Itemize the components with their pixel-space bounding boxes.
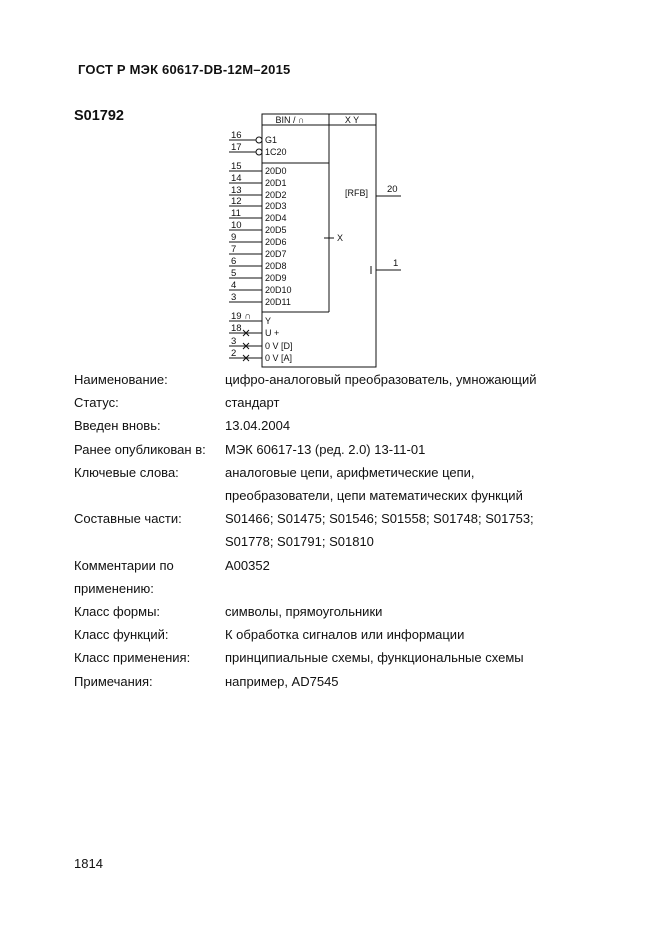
pin-label: 20D11 xyxy=(265,297,291,307)
property-key xyxy=(74,530,225,553)
property-row xyxy=(74,507,594,530)
pin-label: 20D3 xyxy=(265,201,287,211)
pin-label: 20D8 xyxy=(265,261,287,271)
pin-label: 20D5 xyxy=(265,225,287,235)
pin-number: 2 xyxy=(231,348,237,359)
property-key: Введен вновь: xyxy=(74,418,161,434)
property-row xyxy=(74,368,594,391)
pin-label: 20D2 xyxy=(265,190,287,200)
property-value xyxy=(225,577,594,600)
input-pin xyxy=(229,336,293,351)
pin-number: 10 xyxy=(231,220,242,231)
block-right-title: X Y xyxy=(344,115,360,125)
property-row xyxy=(74,391,594,414)
property-row xyxy=(74,530,594,553)
property-value: К обработка сигналов или информации xyxy=(225,627,465,643)
negation-circle xyxy=(256,137,262,143)
pin-number: 19 ∩ xyxy=(231,311,252,322)
out-pin: 1 xyxy=(393,258,399,269)
property-value: стандарт xyxy=(225,395,280,411)
pin-label: 20D9 xyxy=(265,273,287,283)
property-row xyxy=(74,414,594,437)
property-key: Класс функций: xyxy=(74,627,169,643)
property-key: Класс формы: xyxy=(74,604,161,620)
pin-number: 3 xyxy=(231,292,237,303)
property-value: например, AD7545 xyxy=(225,673,339,689)
property-key: Комментарии по xyxy=(74,557,174,573)
property-row xyxy=(74,461,594,484)
pin-number: 12 xyxy=(231,196,242,207)
input-pin xyxy=(229,142,287,157)
property-value: 13.04.2004 xyxy=(225,418,291,434)
pin-number: 4 xyxy=(231,280,237,291)
pin-number: 14 xyxy=(231,173,242,184)
pin-number: 11 xyxy=(231,208,241,219)
pin-number: 18 xyxy=(231,323,242,334)
property-key: Примечания: xyxy=(74,673,153,689)
block-left-title: BIN / ∩ xyxy=(275,115,305,125)
property-row xyxy=(74,600,594,623)
pin-number: 6 xyxy=(231,256,237,267)
property-key: Статус: xyxy=(74,395,119,411)
property-value: принципиальные схемы, функциональные схемы xyxy=(225,650,524,666)
pin-label: 0 V [A] xyxy=(265,353,293,363)
property-value: символы, прямоугольники xyxy=(225,604,383,620)
property-key: Ключевые слова: xyxy=(74,464,179,480)
pin-label: 20D4 xyxy=(265,213,287,223)
property-row xyxy=(74,438,594,461)
symbol-code: S01792 xyxy=(74,108,124,124)
pin-label: 20D7 xyxy=(265,249,287,259)
input-pin xyxy=(229,323,279,338)
property-key: Ранее опубликован в: xyxy=(74,441,206,457)
pin-label: U + xyxy=(265,328,280,338)
property-key: применению: xyxy=(74,580,154,596)
pin-number: 3 xyxy=(231,336,237,347)
pin-label: Y xyxy=(265,316,272,326)
property-value: аналоговые цепи, арифметические цепи, xyxy=(225,464,475,480)
property-value: S01466; S01475; S01546; S01558; S01748; S01753; xyxy=(225,511,534,527)
property-row xyxy=(74,670,594,693)
property-key: Класс применения: xyxy=(74,650,191,666)
pin-number: 5 xyxy=(231,268,237,279)
pin-label: 20D0 xyxy=(265,166,287,176)
property-row xyxy=(74,484,594,507)
pin-label: 20D6 xyxy=(265,237,287,247)
property-key xyxy=(74,484,225,507)
pin-label: 20D10 xyxy=(265,285,292,295)
property-value: преобразователи, цепи математических функций xyxy=(225,488,523,504)
property-value: цифро-аналоговый преобразователь, умножающий xyxy=(225,372,537,387)
property-row xyxy=(74,577,594,600)
property-row xyxy=(74,554,594,577)
page-number: 1814 xyxy=(74,856,103,871)
property-row xyxy=(74,623,594,646)
pin-number: 7 xyxy=(231,244,237,255)
negation-circle xyxy=(256,149,262,155)
input-pins xyxy=(229,130,293,363)
property-row xyxy=(74,646,594,669)
property-value: S01778; S01791; S01810 xyxy=(225,534,374,550)
pin-number: 13 xyxy=(231,185,242,196)
property-key: Составные части: xyxy=(74,511,182,527)
pin-label: 20D1 xyxy=(265,178,287,188)
pin-label: 1C20 xyxy=(265,147,287,157)
property-value: A00352 xyxy=(225,557,270,573)
pin-label: G1 xyxy=(265,135,278,145)
properties-table xyxy=(74,368,594,693)
pin-number: 16 xyxy=(231,130,242,141)
rfb-pin: 20 xyxy=(387,184,398,195)
pin-number: 17 xyxy=(231,142,242,153)
pin-number: 9 xyxy=(231,232,237,243)
pin-label: 0 V [D] xyxy=(265,341,293,351)
x-label: X xyxy=(337,233,344,243)
document-header: ГОСТ Р МЭК 60617-DB-12M–2015 xyxy=(78,62,291,77)
rfb-label: [RFB] xyxy=(345,188,369,198)
property-key: Наименование: xyxy=(74,372,168,387)
pin-number: 15 xyxy=(231,161,242,172)
property-value: МЭК 60617-13 (ред. 2.0) 13-11-01 xyxy=(225,441,426,457)
